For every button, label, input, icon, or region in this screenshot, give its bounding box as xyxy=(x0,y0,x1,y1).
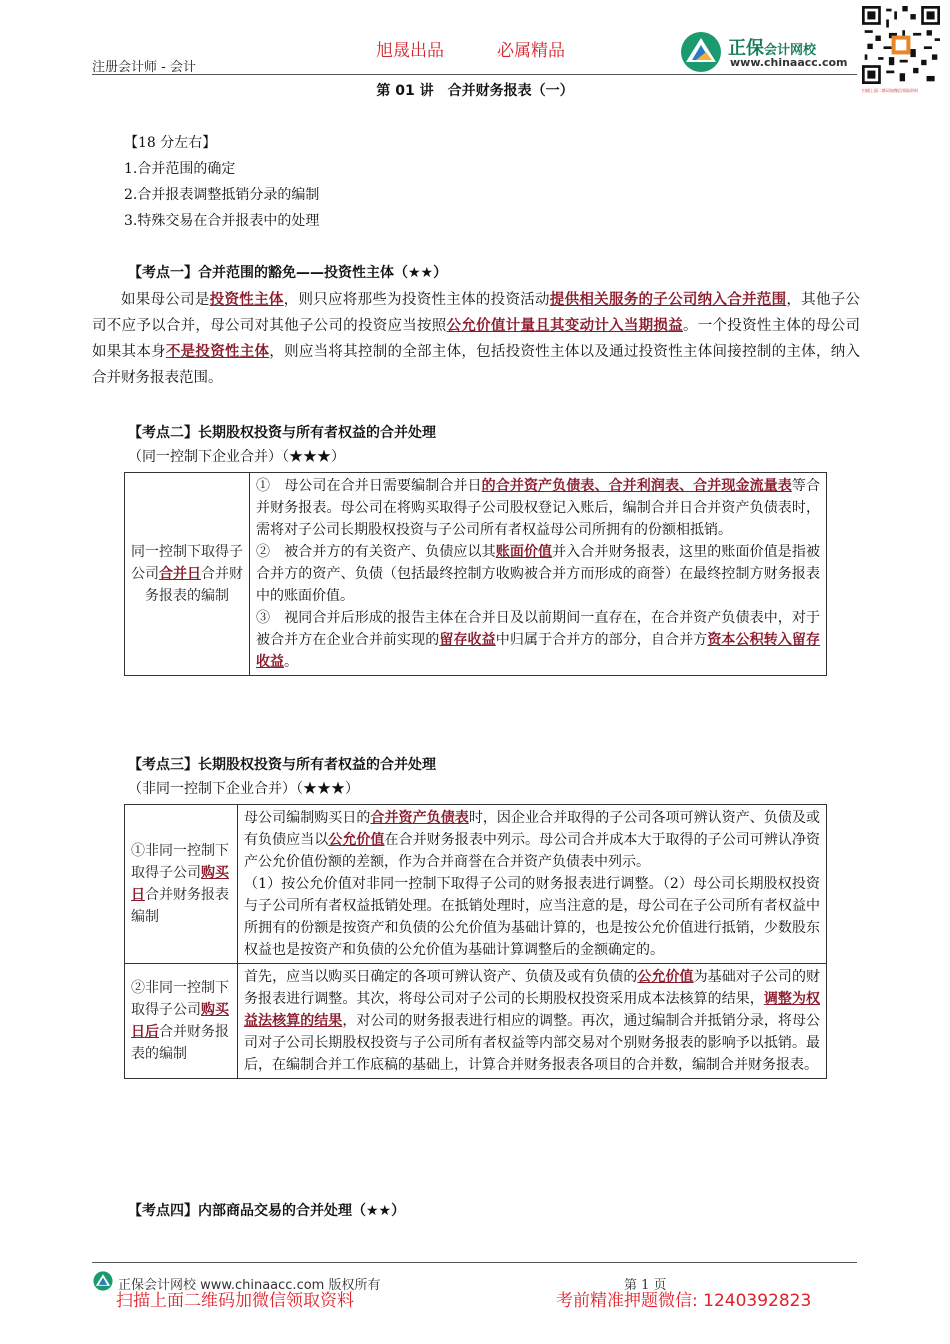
kp2-table xyxy=(124,472,827,676)
footer-logo-icon xyxy=(92,1270,114,1292)
kp3-table xyxy=(124,804,827,1079)
kp3-row1-content: 母公司编制购买日的合并资产负债表时，因企业合并取得的子公司各项可辨认资产、负债及或有负债应当以公允价值在合并财务报表中列示。母公司合并成本大于取得的子公司可辨认净资产公允价值份额的差额，作为合并商誉在合并资产负债表中列示。 （1）按公允价值对非同一控制下取得子公司的财务报表进行调整。（2）母公司长期股权投资与子公司所有者权益抵销处理。在抵销处理时，应当注意的是，母公司在子公司所有者权益中所拥有的份额是按资产和负债的公允价值为基础计算的，也是按公允价值进行抵销，少数股东权益也是按资产和负债的公允价值为基础计算调整后的金额确定的。 xyxy=(238,805,827,964)
chinaacc-logo[interactable] xyxy=(678,30,858,74)
header-divider xyxy=(92,74,857,75)
kp1-heading: 【考点一】合并范围的豁免——投资性主体（★★） xyxy=(128,265,448,281)
page-title: 第 01 讲 合并财务报表（一） xyxy=(376,83,574,99)
slogan-2: 必属精品 xyxy=(497,41,565,61)
intro-item: 1.合并范围的确定 xyxy=(124,161,236,177)
kp3-row1-label: ①非同一控制下取得子公司购买日合并财务报表编制 xyxy=(125,805,238,964)
logo-mark-icon xyxy=(678,30,724,74)
kp2-heading: 【考点二】长期股权投资与所有者权益的合并处理 xyxy=(128,425,436,441)
kp2-subheading: （同一控制下企业合并）（★★★） xyxy=(128,449,345,465)
qr-caption: 扫描上面二维码加微信领取资料 xyxy=(862,88,918,93)
footer-copyright: 正保会计网校 www.chinaacc.com 版权所有 xyxy=(118,1278,381,1293)
logo-url: www.chinaacc.com xyxy=(730,56,848,69)
page-number: 第 1 页 xyxy=(624,1278,667,1293)
kp3-row2-label: ②非同一控制下取得子公司购买日后合并财务报表的编制 xyxy=(125,964,238,1079)
score-note: 【18 分左右】 xyxy=(124,135,217,151)
intro-item: 2.合并报表调整抵销分录的编制 xyxy=(124,187,320,203)
intro-item: 3.特殊交易在合并报表中的处理 xyxy=(124,213,320,229)
kp3-row2-content: 首先，应当以购买日确定的各项可辨认资产、负债及或有负债的公允价值为基础对子公司的财务报表进行调整。其次，将母公司对子公司的长期股权投资采用成本法核算的结果，调整为权益法核算的结果，对公司的财务报表进行相应的调整。再次，通过编制合并抵销分录，将母公司对子公司长期股权投资与子公司所有者权益等内部交易对个别财务报表的影响予以抵销。最后，在编制合并工作底稿的基础上，计算合并财务报表各项目的合并数，编制合并财务报表。 xyxy=(238,964,827,1079)
logo-name: 正保会计网校 xyxy=(728,38,817,59)
kp2-row-label: 同一控制下取得子公司合并日合并财务报表的编制 xyxy=(125,473,250,676)
kp4-heading: 【考点四】内部商品交易的合并处理（★★） xyxy=(128,1203,406,1219)
promo-wechat-text: 考前精准押题微信: 1240392823 xyxy=(556,1291,812,1311)
promo-qr-text: 扫描上面二维码加微信领取资料 xyxy=(116,1291,354,1311)
kp2-row-content: ① 母公司在合并日需要编制合并日的合并资产负债表、合并利润表、合并现金流量表等合并财务报表。母公司在将购买取得子公司股权登记入账后，编制合并日合并资产负债表时，需将对子公司长期股权投资与子公司所有者权益母公司所拥有的份额相抵销。 ② 被合并方的有关资产、负债应以其账面价值并入合并财务报表，这里的账面价值是指被合并方的资产、负债（包括最终控制方收购被合并方而形成的商誉）在最终控制方财务报表中的账面价值。 ③ 视同合并后形成的报告主体在合并日及以前期间一直存在，在合并资产负债表中，对于被合并方在企业合并前实现的留存收益中归属于合并方的部分，自合并方资本公积转入留存收益。 xyxy=(250,473,827,676)
course-label: 注册会计师 - 会计 xyxy=(92,60,196,75)
footer-divider xyxy=(92,1262,857,1263)
slogan-1: 旭晟出品 xyxy=(376,41,444,61)
kp3-heading: 【考点三】长期股权投资与所有者权益的合并处理 xyxy=(128,757,436,773)
qr-code-icon[interactable] xyxy=(862,6,940,84)
kp3-subheading: （非同一控制下企业合并）（★★★） xyxy=(128,781,359,797)
kp1-paragraph: 如果母公司是投资性主体，则只应将那些为投资性主体的投资活动提供相关服务的子公司纳入合并范围，其他子公司不应予以合并，母公司对其他子公司的投资应当按照公允价值计量且其变动计入当期损益。一个投资性主体的母公司如果其本身不是投资性主体，则应当将其控制的全部主体，包括投资性主体以及通过投资性主体间接控制的主体，纳入合并财务报表范围。 xyxy=(92,291,861,386)
